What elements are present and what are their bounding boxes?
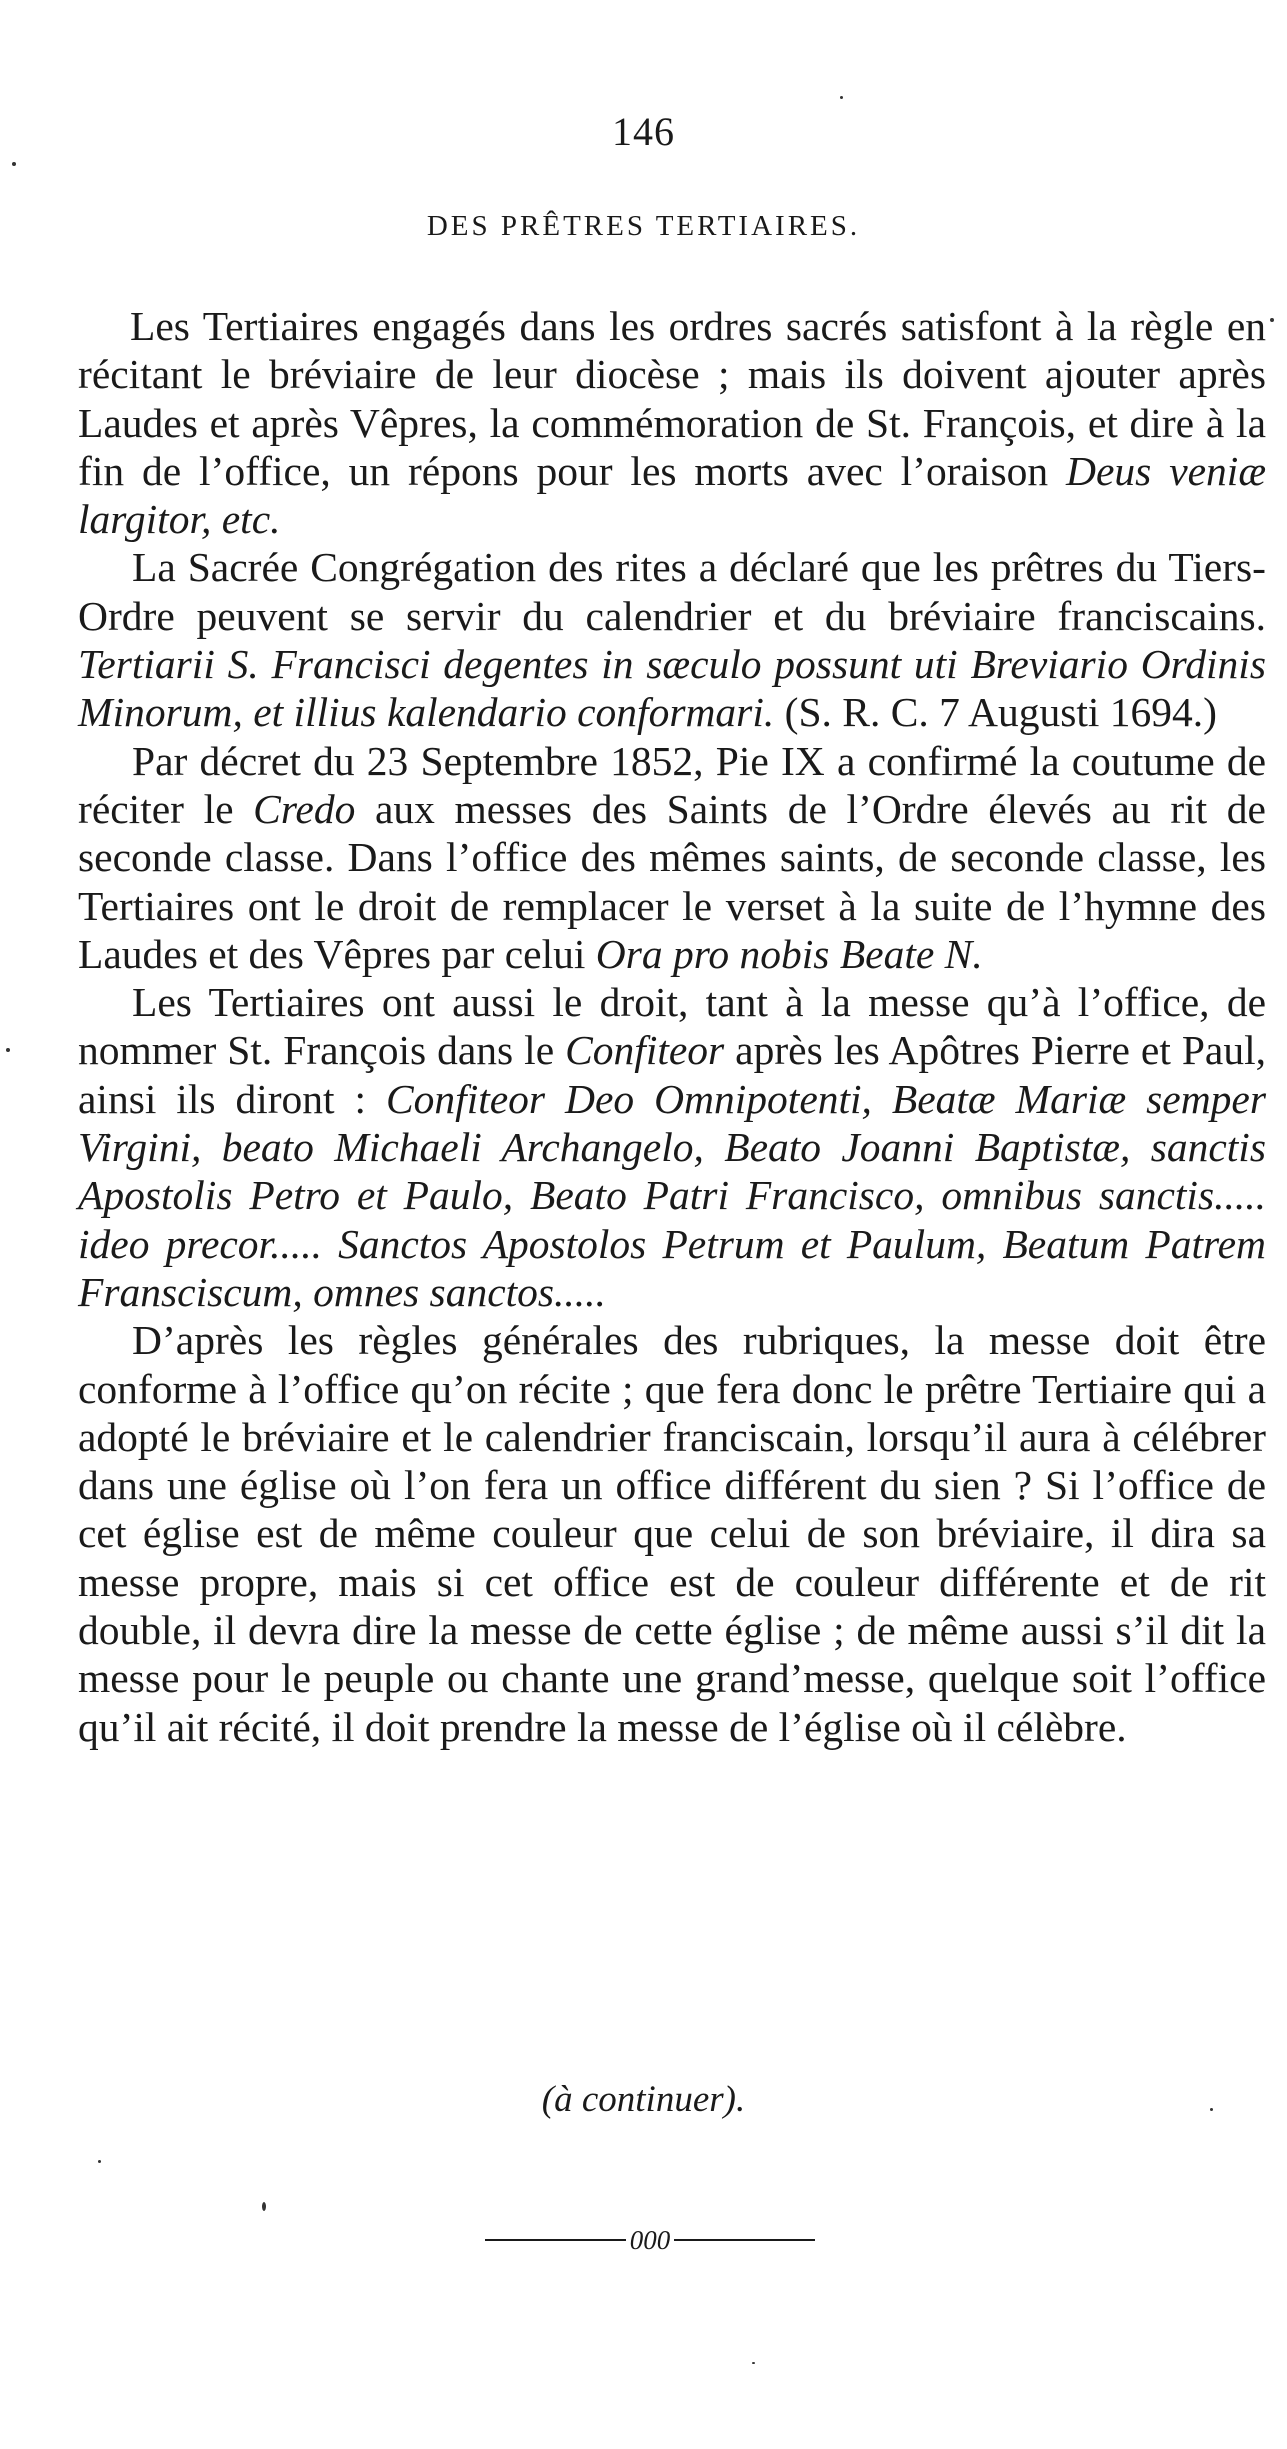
paragraph-2-part-2-italic: Tertiarii S. Francisci degentes in sæculo possunt uti Breviario Ordinis Minorum, et illius kalendario conformari. <box>78 641 1266 736</box>
paragraph-3 <box>78 737 1266 978</box>
paragraph-3-part-2-italic: Credo <box>253 785 356 832</box>
end-ornament <box>485 2222 815 2258</box>
ornament-mark: 000 <box>629 2224 671 2255</box>
paragraph-4-part-4-italic: Confiteor Deo Omnipotenti, Beatæ Mariæ semper Virgini, beato Michaeli Archangelo, Beato Joanni Baptistæ, sanctis Apostolis Petro et Paulo, Beato Patri Francisco, omnibus sanctis..... ideo precor..... Sanctos Apostolos Petrum et Paulum, Beatum Patrem Fransciscum, omnes sanctos..... <box>78 1075 1266 1315</box>
paragraph-3-part-1: Par décret du 23 Septembre 1852, Pie IX a confirmé la coutume de réciter le <box>78 737 1266 832</box>
paragraph-4-part-1: Les Tertiaires ont aussi le droit, tant à la messe qu’à l’office, de nommer St. François dans le <box>78 979 1266 1074</box>
scan-speck <box>98 2160 101 2163</box>
paragraph-2-part-3: (S. R. C. 7 Augusti 1694.) <box>774 689 1217 736</box>
scan-speck <box>1270 318 1274 322</box>
continuation-text: (à continuer). <box>541 2079 746 2120</box>
paragraph-2 <box>78 543 1266 736</box>
scan-speck <box>840 96 843 99</box>
page-number: 146 <box>612 109 675 154</box>
scan-speck <box>12 162 16 166</box>
scan-speck <box>6 1048 10 1052</box>
paragraph-4 <box>78 978 1266 1316</box>
body-text <box>78 302 1266 1751</box>
continuation-note <box>0 2078 1287 2121</box>
scan-speck <box>262 2202 266 2211</box>
paragraph-5 <box>78 1316 1266 1751</box>
ornament-rule-left <box>485 2239 626 2241</box>
paragraph-4-part-2-italic: Confiteor <box>565 1027 725 1074</box>
section-title: DES PRÊTRES TERTIAIRES. <box>426 210 861 242</box>
scan-speck <box>752 2362 755 2364</box>
scan-speck <box>1210 2108 1213 2111</box>
paragraph-3-part-3: aux messes des Saints de l’Ordre élevés au rit de seconde classe. Dans l’office des mêmes saints, de seconde classe, les Tertiaires ont le droit de remplacer le verset à la suite de l’hymne des Laudes et des Vêpres par celui <box>78 785 1266 977</box>
paragraph-1-part-2-italic: Deus veniæ largitor, etc. <box>78 447 1267 543</box>
ornament-rule-right <box>674 2239 815 2241</box>
paragraph-5-part-1: D’après les règles générales des rubriques, la messe doit être conforme à l’office qu’on récite ; que fera donc le prêtre Tertiaire qui a adopté le bréviaire et le calendrier franciscain, lorsqu’il aura à célébrer dans une église où l’on fera un office différent du sien ? Si l’office de cet église est de même couleur que celui de son bréviaire, il dira sa messe propre, mais si cet office est de couleur différente et de rit double, il devra dire la messe de cette église ; de même aussi s’il dit la messe pour le peuple ou chante une grand’messe, quelque soit l’office qu’il ait récité, il doit prendre la messe de l’église où il célèbre. <box>78 1317 1266 1750</box>
paragraph-3-part-4-italic: Ora pro nobis Beate N. <box>595 930 983 977</box>
paragraph-2-part-1: La Sacrée Congrégation des rites a déclaré que les prêtres du Tiers-Ordre peuvent se servir du calendrier et du bréviaire franciscains. <box>78 544 1266 639</box>
paragraph-1-part-1: Les Tertiaires engagés dans les ordres sacrés satisfont à la règle en récitant le bréviaire de leur diocèse ; mais ils doivent ajouter après Laudes et après Vêpres, la commémoration de St. François, et dire à la fin de l’office, un répons pour les morts avec l’oraison <box>78 303 1266 494</box>
paragraph-1 <box>78 302 1266 543</box>
paragraph-4-part-3: après les Apôtres Pierre et Paul, ainsi ils diront : <box>78 1027 1267 1122</box>
